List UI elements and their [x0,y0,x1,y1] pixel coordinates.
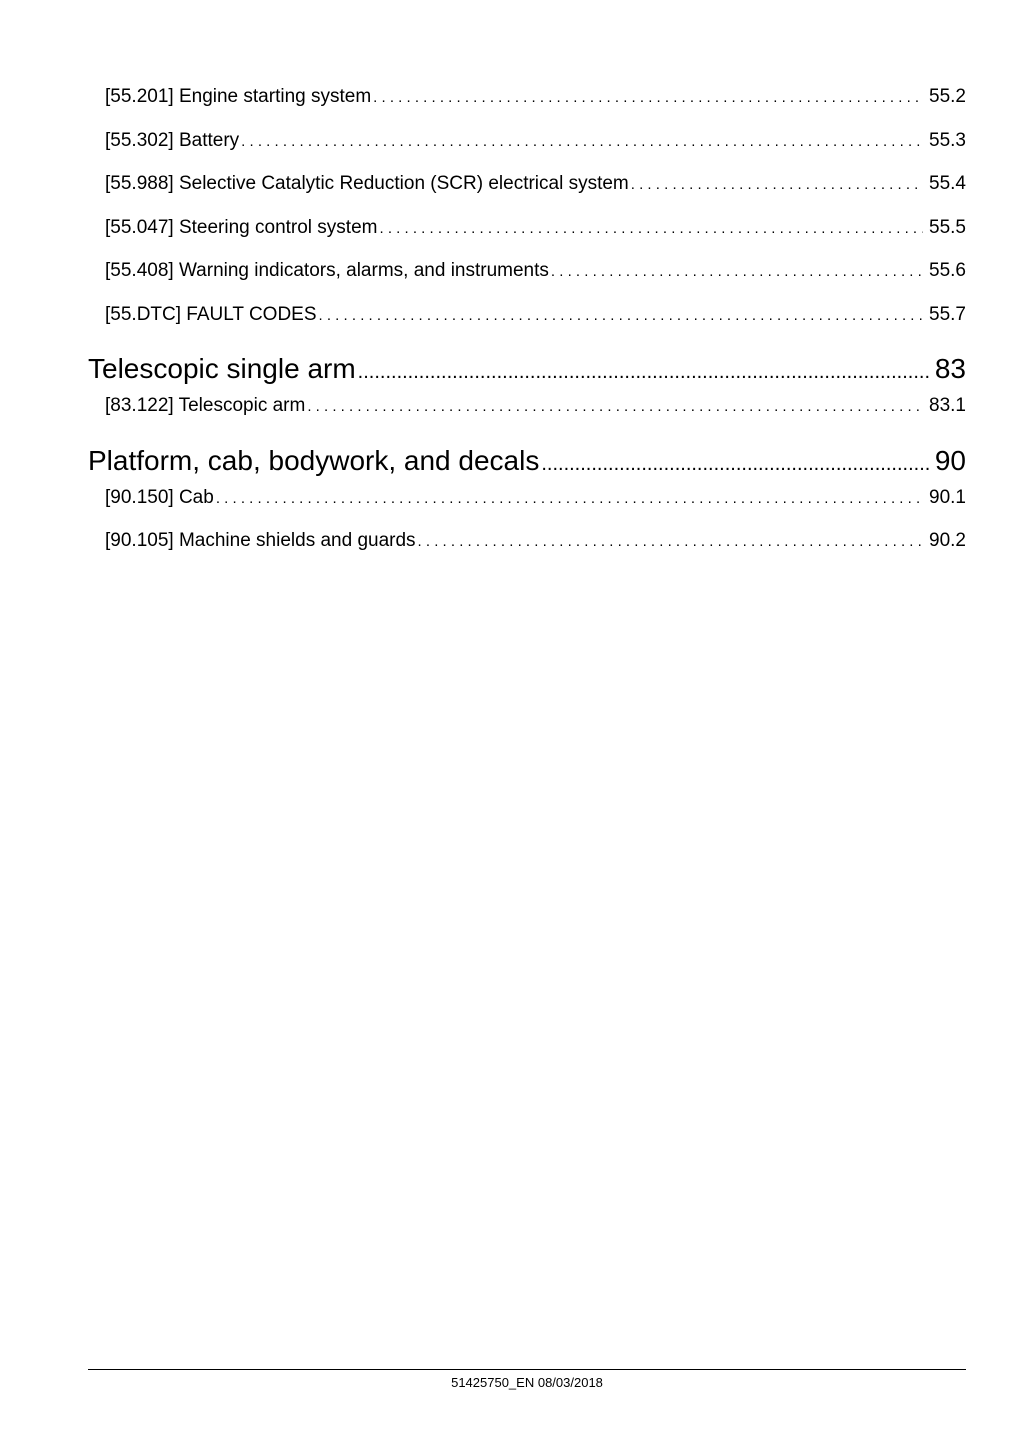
toc-entry-title: [55.047] Steering control system [105,216,378,238]
toc-entry-machine-shields-guards[interactable] [88,530,966,574]
dot-leader [358,361,929,384]
toc-entry-fault-codes[interactable] [88,304,966,348]
toc-entry-title: [90.150] Cab [105,486,214,508]
toc-entry-page: 55.5 [929,216,966,238]
footer-divider [88,1369,966,1370]
dot-leader [241,133,923,150]
toc-entry-page: 83.1 [929,395,966,416]
toc-entry-engine-starting-system[interactable] [88,86,966,130]
dot-leader [319,307,924,324]
dot-leader [216,490,923,507]
dot-leader [551,263,923,280]
footer-document-id: 51425750_EN 08/03/2018 [451,1375,603,1390]
toc-entry-title: [55.201] Engine starting system [105,86,372,107]
toc-section-platform-cab-bodywork[interactable] [88,445,966,493]
dot-leader [631,176,923,193]
toc-entry-title: [90.105] Machine shields and guards [105,530,416,551]
toc-section-title: Telescopic single arm [88,353,356,384]
dot-leader [418,533,923,550]
toc-entry-title: [83.122] Telescopic arm [105,395,306,416]
toc-section-telescopic-single-arm[interactable] [88,353,966,401]
toc-entry-page: 55.3 [929,129,966,151]
toc-entry-page: 90.1 [929,486,966,508]
toc-entry-page: 55.4 [929,173,966,194]
toc-entry-scr-electrical-system[interactable] [88,173,966,217]
toc-entry-title: [55.988] Selective Catalytic Reduction (SCR) electrical system [105,173,629,194]
dot-leader [307,398,923,415]
dot-leader [379,220,923,237]
toc-entry-page: 55.2 [929,86,966,107]
toc-entry-title: [55.DTC] FAULT CODES [105,303,317,325]
table-of-contents [88,86,966,574]
toc-entry-battery[interactable] [88,130,966,174]
toc-section-title: Platform, cab, bodywork, and decals [88,444,540,476]
toc-section-page: 90 [934,444,966,476]
toc-entry-page: 55.7 [929,303,966,325]
toc-section-page: 83 [934,353,966,384]
toc-entry-title: [55.408] Warning indicators, alarms, and instruments [105,260,549,281]
toc-entry-warning-indicators[interactable] [88,260,966,304]
toc-entry-telescopic-arm[interactable] [88,395,966,439]
toc-entry-title: [55.302] Battery [105,129,240,151]
dot-leader [541,453,929,476]
toc-entry-cab[interactable] [88,487,966,531]
toc-entry-page: 90.2 [929,530,966,551]
dot-leader [373,89,923,106]
toc-entry-steering-control-system[interactable] [88,217,966,261]
toc-entry-page: 55.6 [929,260,966,281]
